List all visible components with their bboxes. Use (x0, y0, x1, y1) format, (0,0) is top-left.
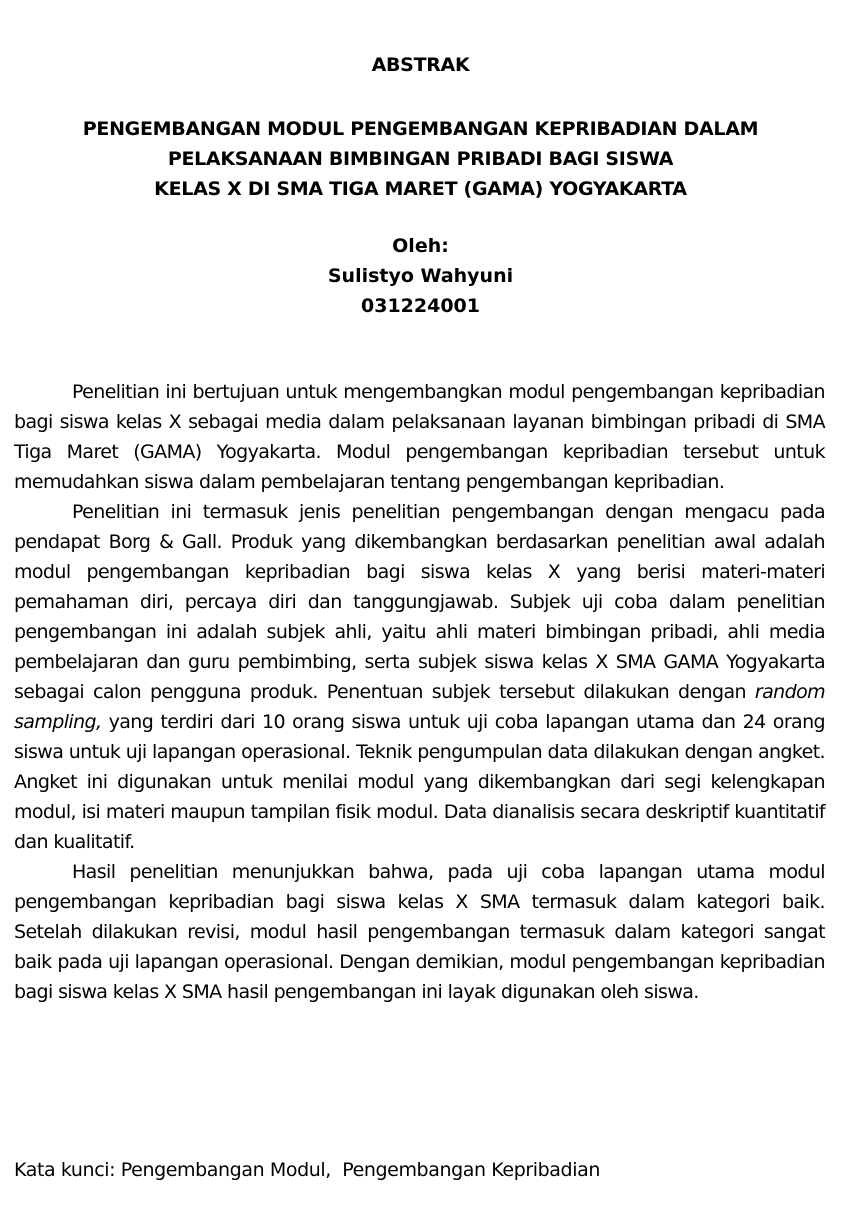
title-line: KELAS X DI SMA TIGA MARET (GAMA) YOGYAKARTA (154, 178, 687, 200)
by-label: Oleh: (392, 235, 449, 257)
method-italic-term: random sampling, (14, 681, 825, 733)
student-id: 031224001 (361, 295, 480, 317)
abstract-heading: ABSTRAK (371, 54, 470, 76)
abstract-body (14, 377, 825, 1007)
keywords-line: Kata kunci: Pengembangan Modul, Pengembangan Kepribadian (14, 1159, 600, 1181)
title-line: PELAKSANAAN BIMBINGAN PRIBADI BAGI SISWA (167, 148, 674, 170)
paragraph-method (14, 497, 825, 857)
method-text-start: Penelitian ini termasuk jenis penelitian pengembangan dengan mengacu pada pendapat Borg & Gall. Produk yang dikembangkan berdasarkan penelitian awal adalah modul pengembangan kepribadian bagi siswa kelas X yang berisi materi-materi pemahaman diri, percaya diri dan tanggungjawab. Subjek uji coba dalam penelitian pengembangan ini adalah subjek ahli, yaitu ahli materi bimbingan pribadi, ahli media pembelajaran dan guru pembimbing, serta subjek siswa kelas X SMA GAMA Yogyakarta sebagai calon pengguna produk. Penentuan subjek tersebut dilakukan dengan (14, 501, 825, 703)
thesis-title (0, 114, 841, 204)
author-block (0, 231, 841, 321)
paragraph-aim: Penelitian ini bertujuan untuk mengembangkan modul pengembangan kepribadian bagi siswa kelas X sebagai media dalam pelaksanaan layanan bimbingan pribadi di SMA Tiga Maret (GAMA) Yogyakarta. Modul pengembangan kepribadian tersebut untuk memudahkan siswa dalam pembelajaran tentang pengembangan kepribadian. (14, 381, 825, 493)
author-name: Sulistyo Wahyuni (327, 265, 514, 287)
paragraph-results: Hasil penelitian menunjukkan bahwa, pada uji coba lapangan utama modul pengembangan kepribadian bagi siswa kelas X SMA termasuk dalam kategori baik. Setelah dilakukan revisi, modul hasil pengembangan termasuk dalam kategori sangat baik pada uji lapangan operasional. Dengan demikian, modul pengembangan kepribadian bagi siswa kelas X SMA hasil pengembangan ini layak digunakan oleh siswa. (14, 861, 825, 1003)
method-text-end: yang terdiri dari 10 orang siswa untuk uji coba lapangan utama dan 24 orang siswa untuk uji lapangan operasional. Teknik pengumpulan data dilakukan dengan angket. Angket ini digunakan untuk menilai modul yang dikembangkan dari segi kelengkapan modul, isi materi maupun tampilan fisik modul. Data dianalisis secara deskriptif kuantitatif dan kualitatif. (14, 711, 825, 853)
title-line: PENGEMBANGAN MODUL PENGEMBANGAN KEPRIBADIAN DALAM (82, 118, 759, 140)
